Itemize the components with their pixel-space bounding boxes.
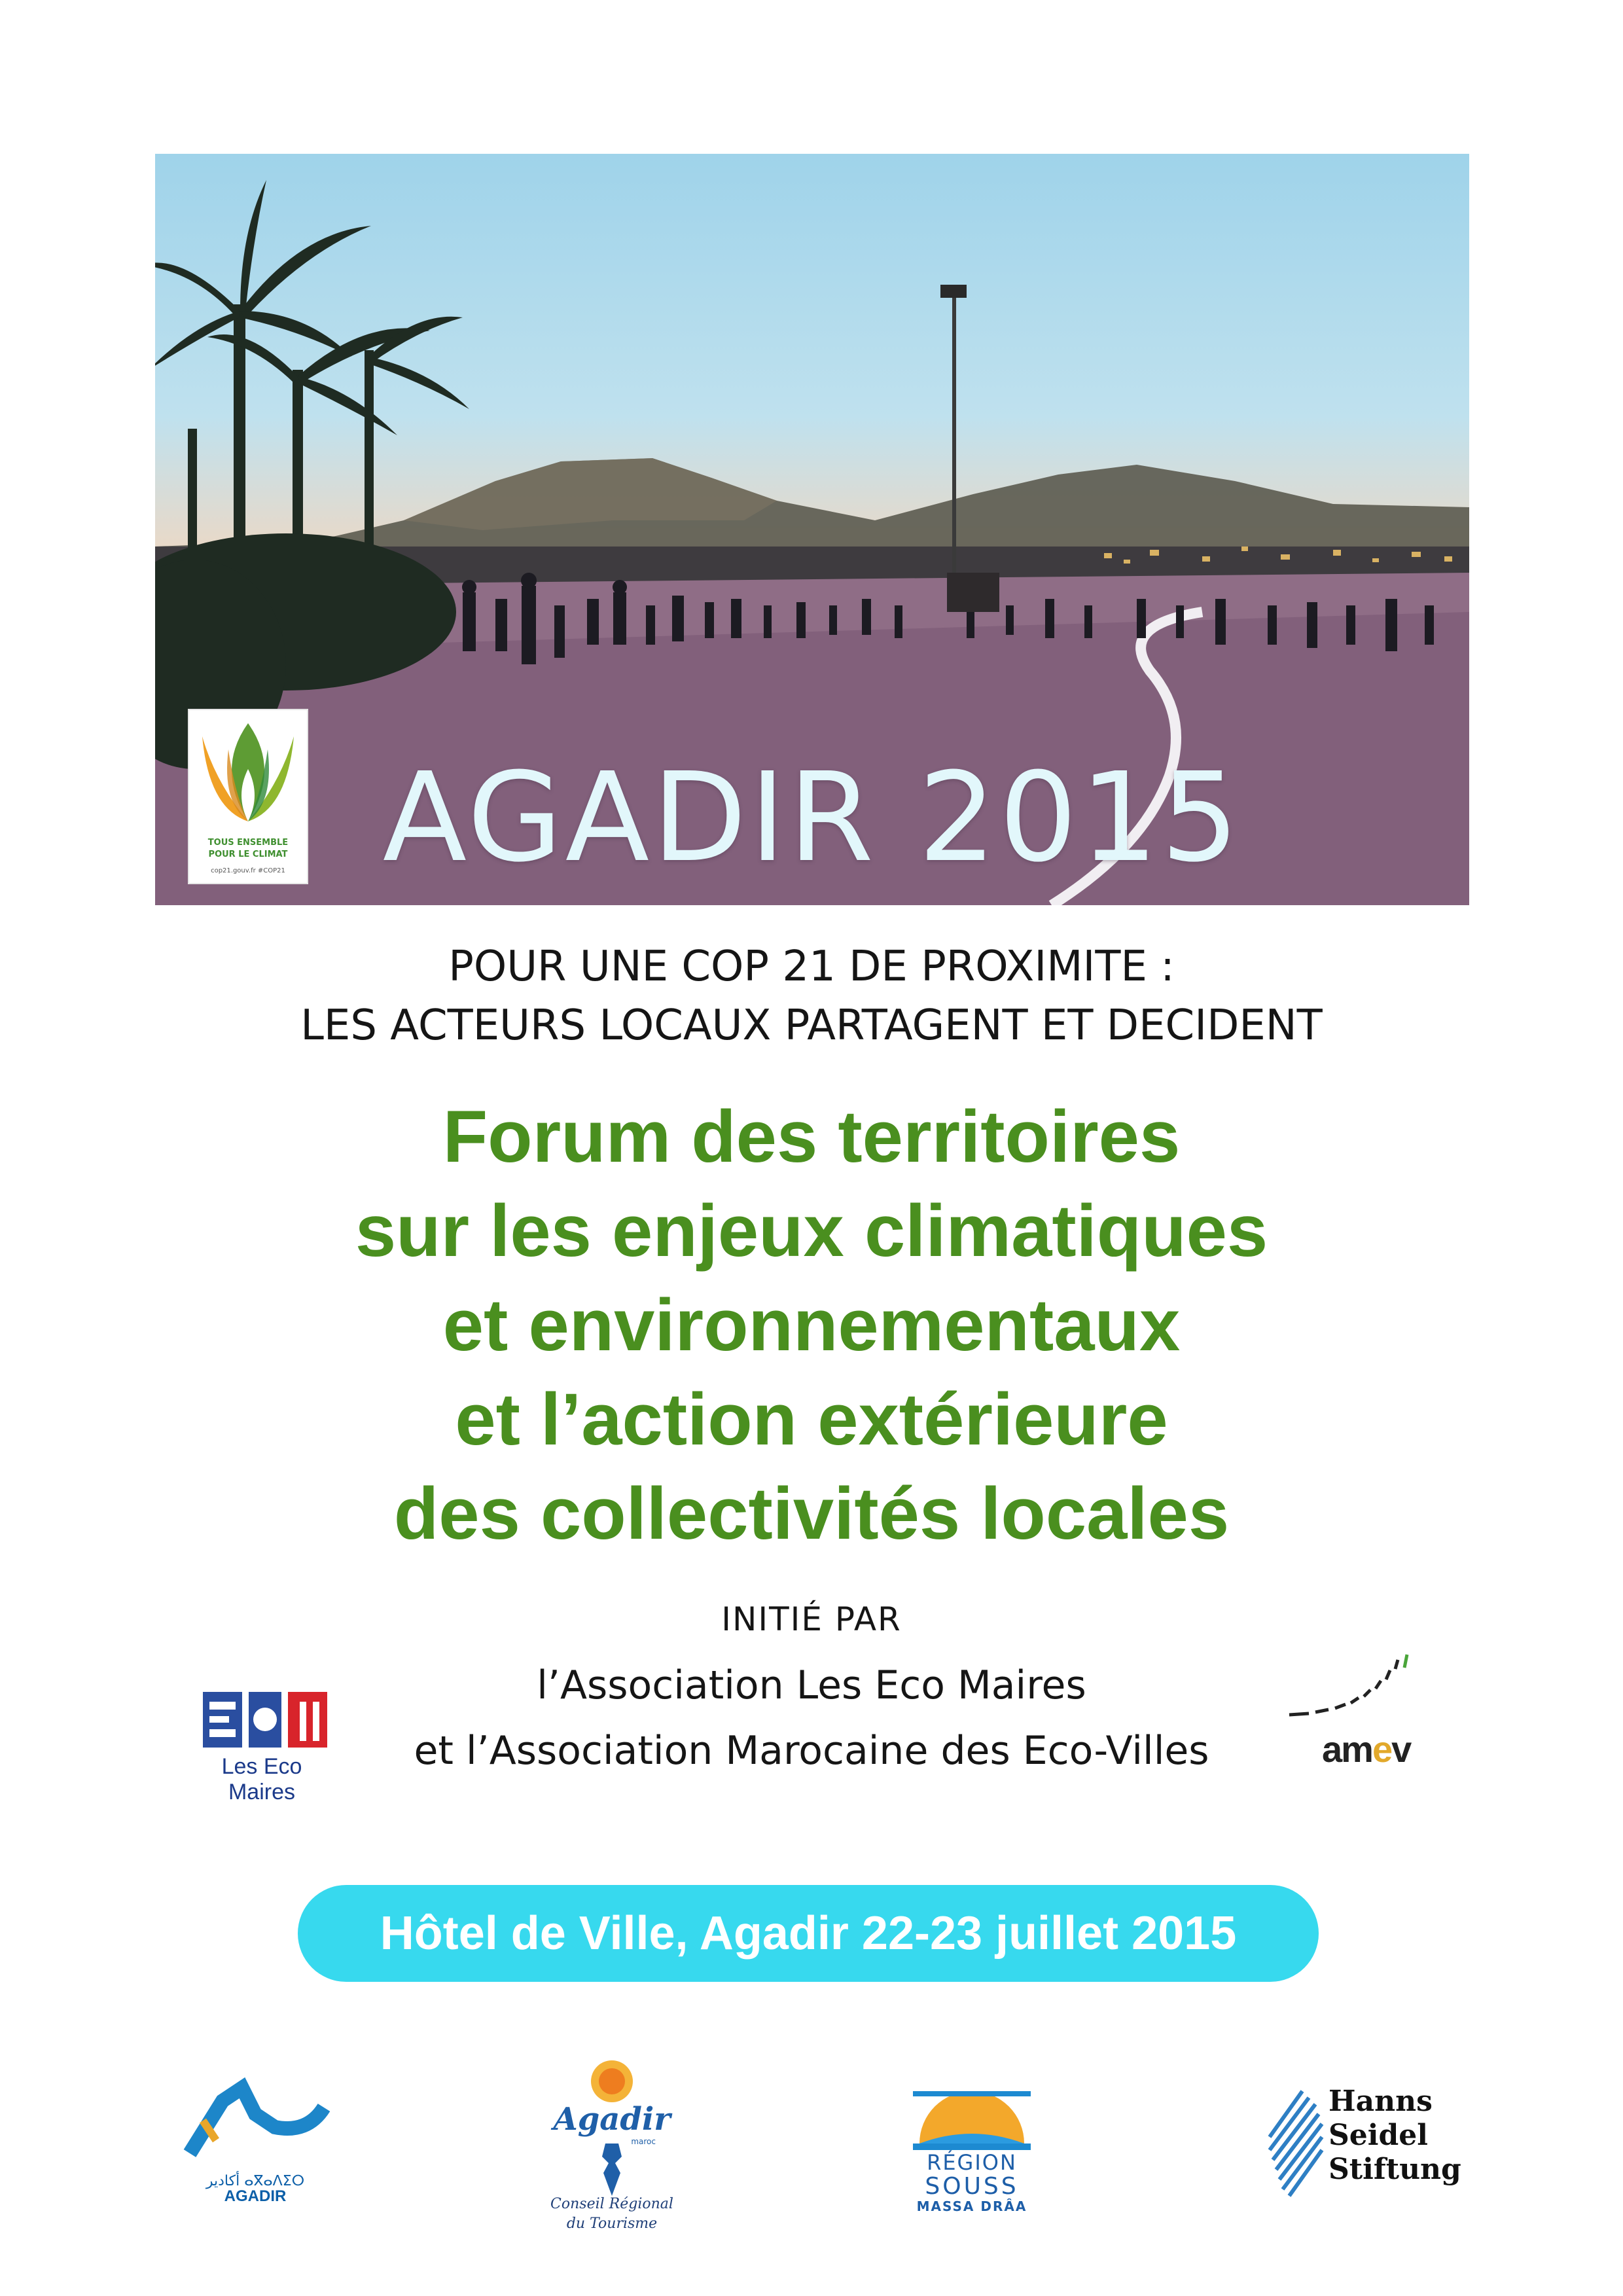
hanns-text: [1329, 2085, 1461, 2187]
agadir-arabic-text: أكادير: [205, 2173, 240, 2189]
crt-tiny: maroc: [631, 2137, 656, 2146]
forum-line: des collectivités locales: [393, 1473, 1230, 1554]
amev-label: [1322, 1728, 1410, 1770]
forum-title: [0, 1090, 1623, 1561]
forum-line: et l’action extérieure: [455, 1378, 1168, 1460]
forum-line: et environnementaux: [442, 1284, 1181, 1366]
amev-label-a: am: [1322, 1729, 1372, 1770]
hero-photo: [155, 154, 1469, 905]
conseil-tourisme-logo: [543, 2055, 681, 2232]
hero-title: AGADIR 2015: [382, 746, 1242, 889]
association-eco-villes: et l’Association Marocaine des Eco-Villes: [414, 1728, 1209, 1774]
wave-icon: [177, 2075, 334, 2173]
region-souss-logo: [893, 2078, 1050, 2215]
forum-line: Forum des territoires: [442, 1096, 1181, 1177]
amev-label-v: v: [1391, 1729, 1411, 1770]
cop-logo-line3: cop21.gouv.fr #COP21: [211, 867, 285, 874]
agadir-city-name: AGADIR: [224, 2187, 287, 2205]
agadir-city-logo: [177, 2075, 334, 2212]
forum-line: sur les enjeux climatiques: [355, 1190, 1268, 1272]
amev-label-e: e: [1372, 1729, 1392, 1770]
subtitle-line2: LES ACTEURS LOCAUX PARTAGENT ET DECIDENT: [300, 1001, 1323, 1050]
agadir-tifinagh-text: ⴰⴳⴰⴷⵉⵔ: [244, 2173, 305, 2189]
region-emblem-icon: [893, 2078, 1050, 2150]
eco-maires-label: Les Eco Maires: [221, 1754, 302, 1804]
region-souss: SOUSS: [925, 2173, 1019, 2200]
crt-line1: Conseil Régional: [550, 2196, 673, 2212]
stripes-icon: [1263, 2085, 1329, 2202]
hanns-seidel-logo: [1263, 2085, 1466, 2215]
crt-line2: du Tourisme: [566, 2215, 658, 2232]
hanns-line: Stiftung: [1329, 2153, 1461, 2186]
initiated-by-label: INITIÉ PAR: [721, 1600, 902, 1638]
hanns-line: Hanns: [1329, 2085, 1433, 2118]
crt-name: Agadir: [553, 2101, 671, 2138]
subtitle-line1: POUR UNE COP 21 DE PROXIMITE :: [448, 942, 1175, 991]
date-location-pill: Hôtel de Ville, Agadir 22-23 juillet 2015: [298, 1885, 1319, 1982]
figure-icon: [596, 2144, 628, 2196]
hanns-line: Seidel: [1329, 2119, 1428, 2152]
association-eco-maires: l’Association Les Eco Maires: [537, 1662, 1086, 1708]
region-massa-draa: MASSA DRÂA: [916, 2198, 1027, 2214]
cop-logo-line2: POUR LE CLIMAT: [208, 850, 288, 859]
region-label: RÉGION: [927, 2150, 1017, 2175]
cop-logo-line1: TOUS ENSEMBLE: [207, 838, 289, 848]
